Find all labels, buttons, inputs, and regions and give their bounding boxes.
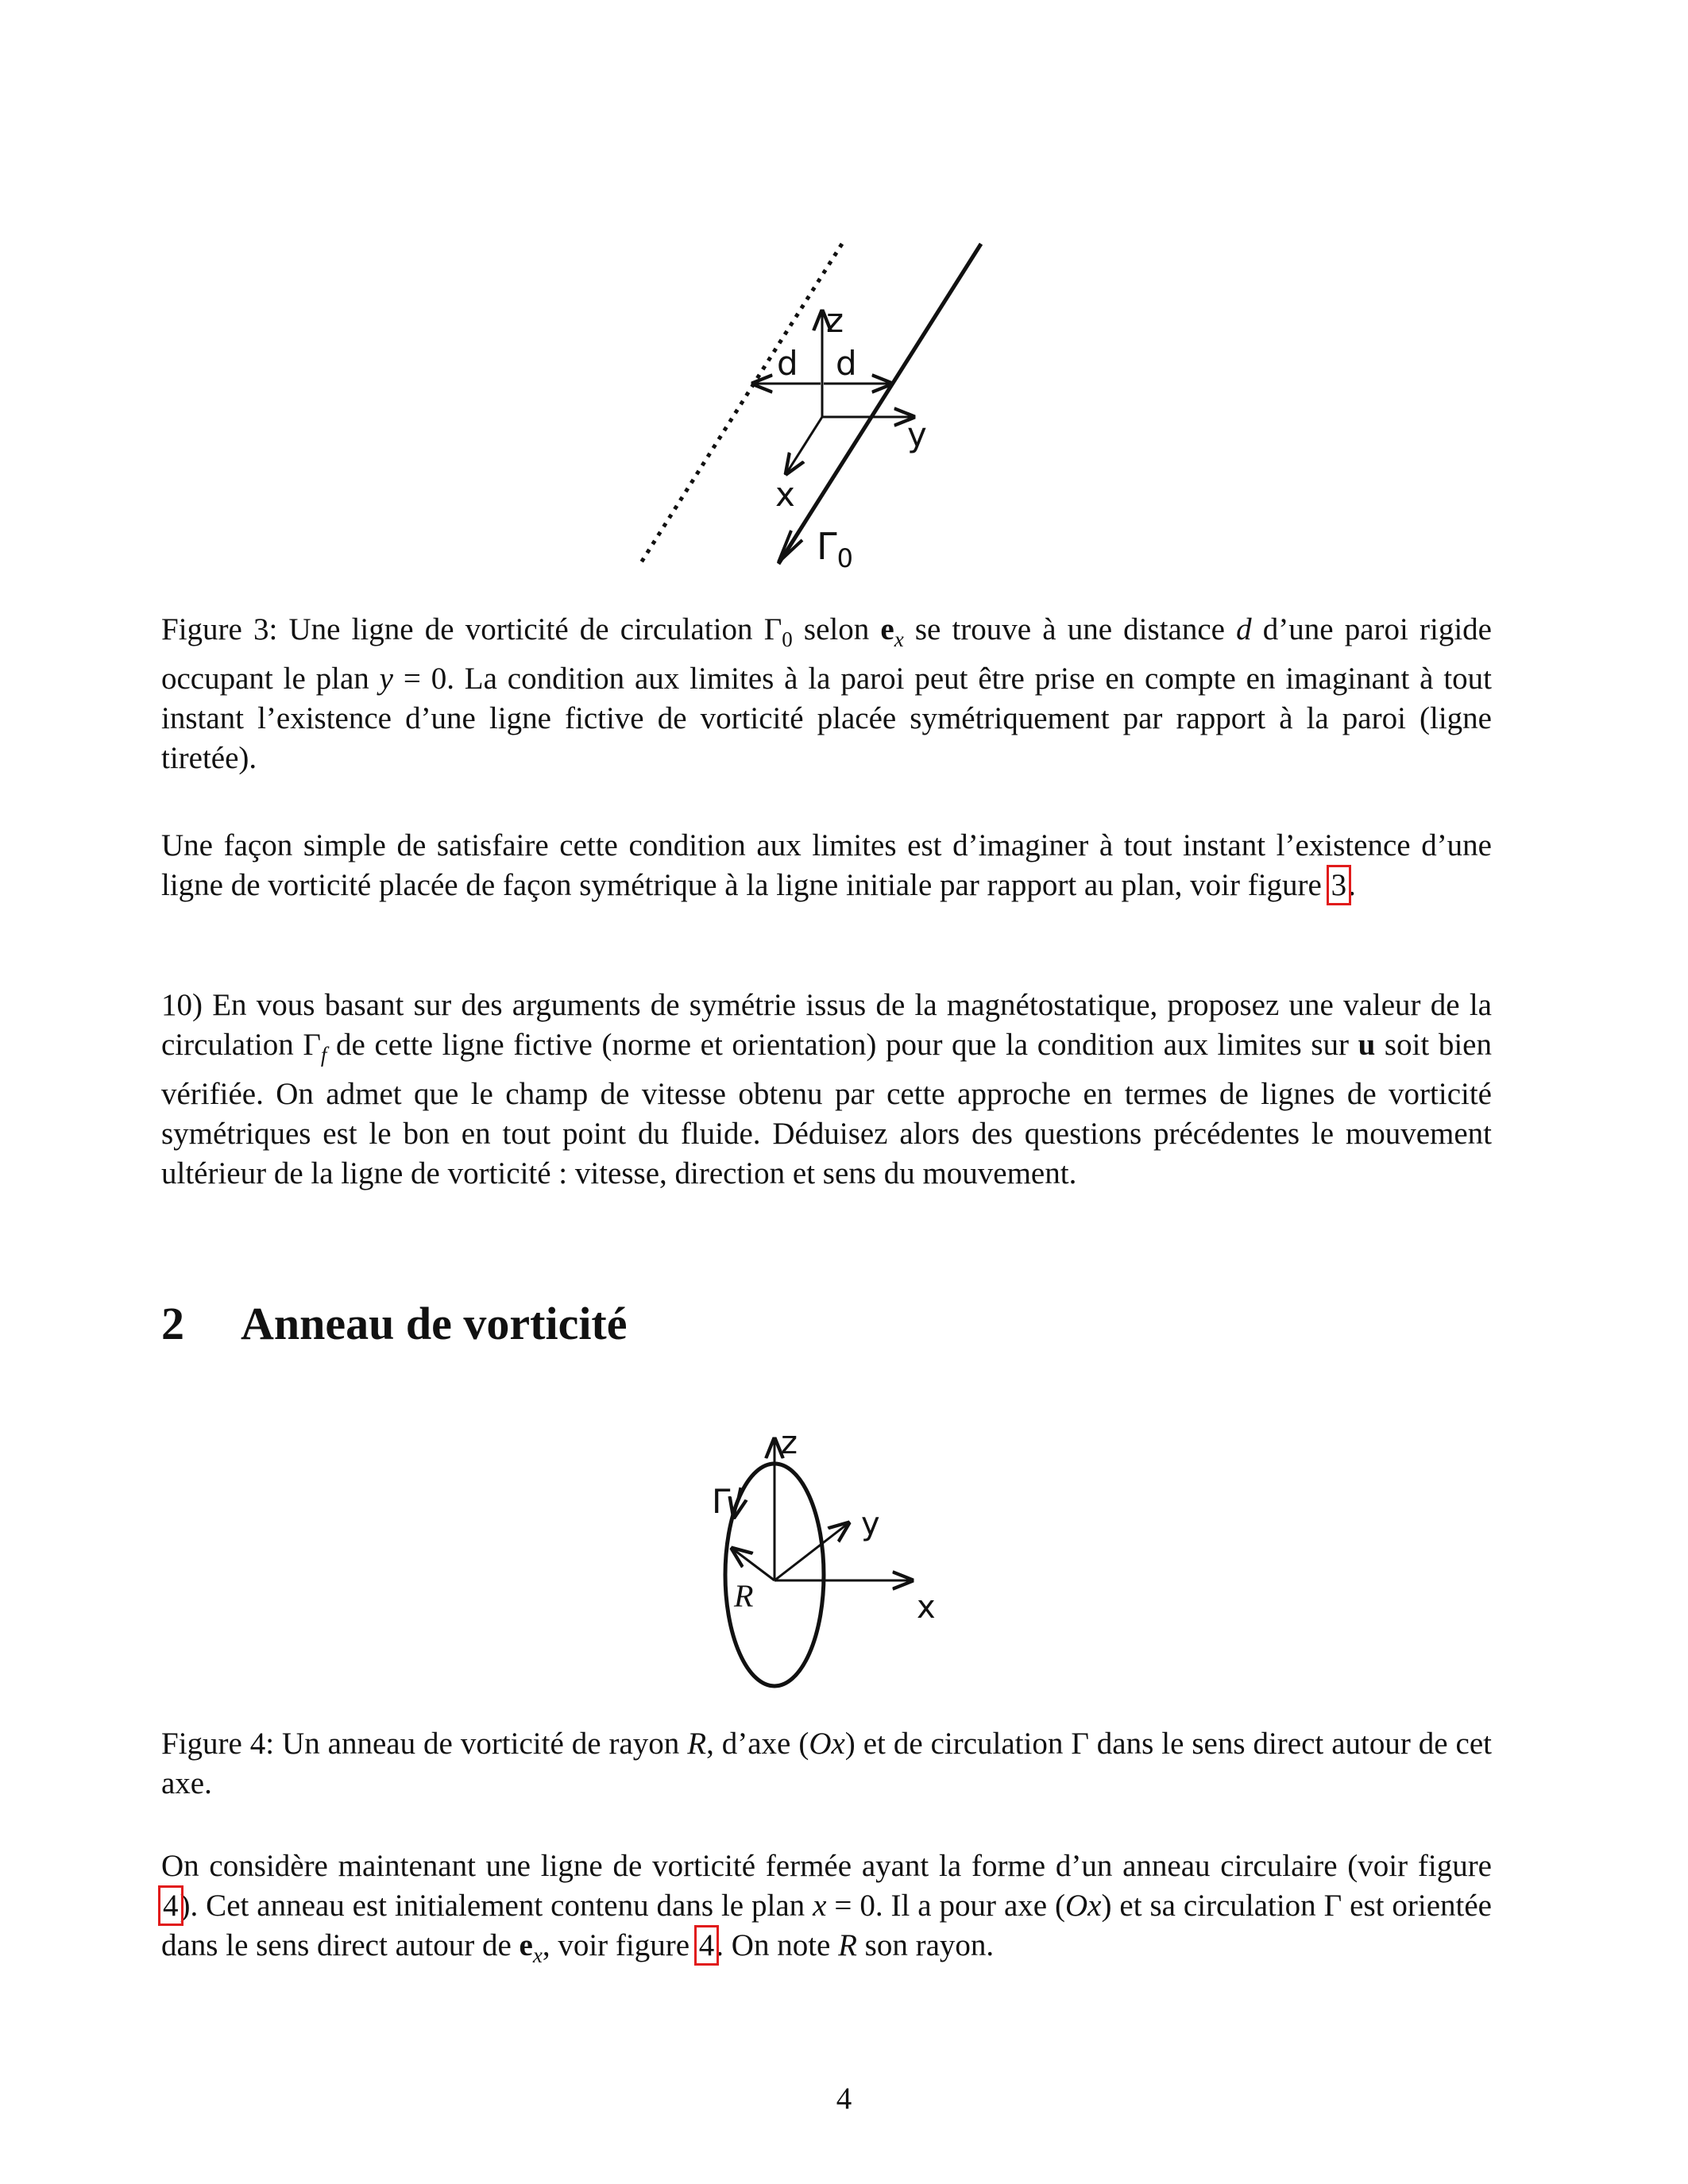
page-number: 4 xyxy=(836,2082,852,2116)
figure-4-ref-link-2[interactable]: 4 xyxy=(698,1928,715,1962)
R-label-fig4: R xyxy=(734,1578,754,1614)
figure-4-caption: Figure 4: Un anneau de vorticité de rayon R, d’axe (Ox) et de circulation Γ dans le sens direct autour de cet axe. xyxy=(161,1727,1492,1800)
figure-3-ref-link[interactable]: 3 xyxy=(1331,868,1347,902)
circulation-arrow xyxy=(734,1488,740,1517)
y-label-fig4: y xyxy=(861,1506,880,1542)
gamma-label-fig4: Γ xyxy=(712,1482,731,1521)
z-label-fig4: z xyxy=(781,1425,798,1461)
question-10: 10) En vous basant sur des arguments de symétrie issus de la magnétostatique, proposez une valeur de la circulation $\Gamma_f$ de cette ligne fictive (norme et orientation) pour que la condition aux limites sur u soit bien vérifiée. On admet que le champ de vitesse obtenu par cette approche en termes de lignes de vorticité symétriques est le bon en tout point du fluide. Déduisez alors des questions précédentes le mouvement ultérieur de la ligne de vorticité : vitesse, direction et sens du mouvement. xyxy=(161,988,1492,1190)
paragraph-vortex-ring: On considère maintenant une ligne de vorticité fermée ayant la forme d’un anneau circulaire (voir figure 4). Cet anneau est initialement contenu dans le plan x = 0. Il a pour axe (Ox) et sa circulation Γ est orientée dans le sens direct autour de $e_x$, voir figure 4. On note R son rayon. xyxy=(161,1849,1492,1967)
d-right-label: d xyxy=(836,344,857,383)
radius-arrow xyxy=(732,1549,774,1580)
y-label: y xyxy=(907,415,927,454)
gamma-0-label: $\Gamma_0$ xyxy=(817,525,853,573)
paragraph-symmetric-line: Une façon simple de satisfaire cette condition aux limites est d’imaginer à tout instant l’existence d’une ligne de vorticité placée de façon symétrique à la ligne initiale par rapport au plan, voir figure 3. xyxy=(161,828,1492,902)
d-left-label: d xyxy=(777,344,798,383)
y-axis-fig4 xyxy=(774,1523,848,1580)
figure-3-caption: Figure 3: Une ligne de vorticité de circulation $\Gamma_0$ selon $e_x$ se trouve à une distance d d’une paroi rigide occupant le plan y = 0. La condition aux limites à la paroi peut être prise en compte en imaginant à tout instant l’existence d’une ligne fictive de vorticité placée symétriquement par rapport à la paroi (ligne tiretée). xyxy=(161,612,1493,775)
x-label: x xyxy=(775,475,795,514)
z-label: z xyxy=(826,301,844,340)
figure-4-ref-link-1[interactable]: 4 xyxy=(163,1889,179,1923)
x-label-fig4: x xyxy=(917,1589,936,1626)
section-2-heading: 2 Anneau de vorticité xyxy=(161,1298,628,1349)
